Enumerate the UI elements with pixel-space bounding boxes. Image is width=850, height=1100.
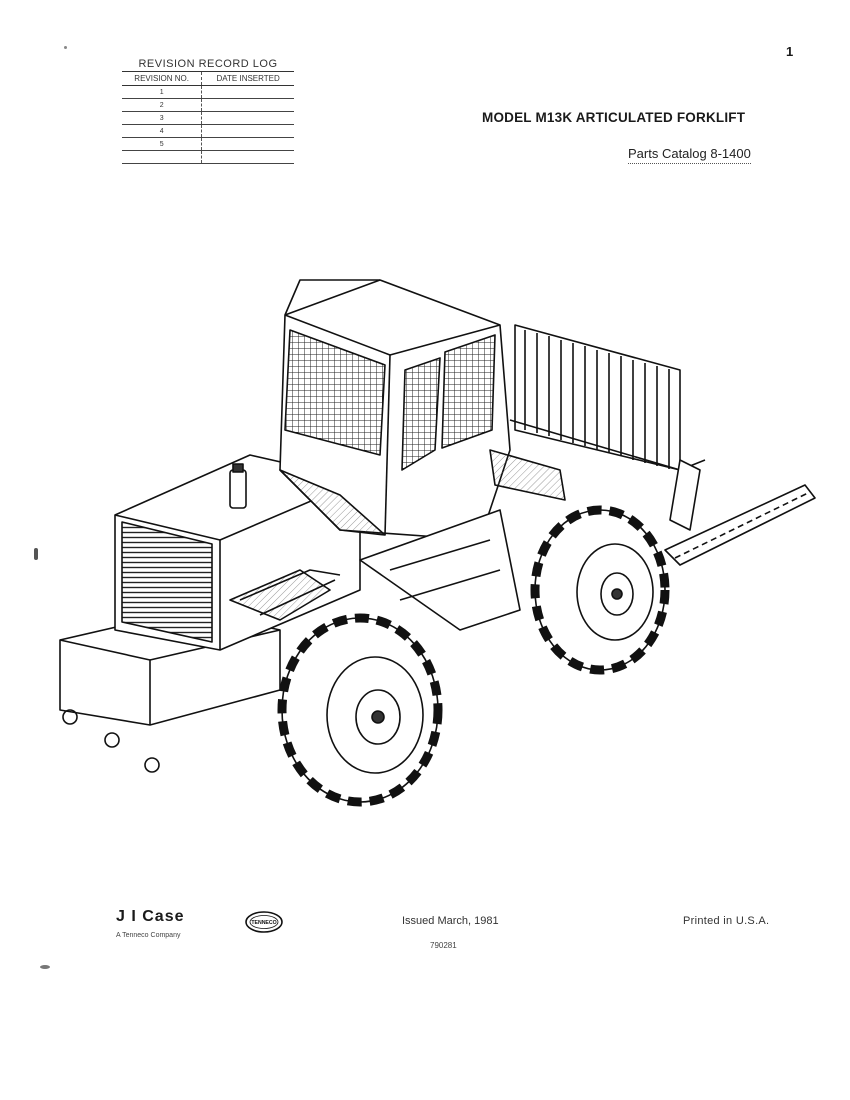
revision-number: 1 <box>122 86 202 99</box>
page-number: 1 <box>786 44 794 59</box>
date-cell <box>202 86 294 99</box>
scan-speck <box>64 46 67 49</box>
revision-column-header: REVISION NO. <box>122 72 202 86</box>
revision-number: 4 <box>122 125 202 138</box>
date-cell <box>202 112 294 125</box>
forklift-illustration <box>40 270 830 810</box>
printed-in: Printed in U.S.A. <box>683 915 770 927</box>
date-cell <box>202 125 294 138</box>
catalog-number: Parts Catalog 8-1400 <box>628 146 751 164</box>
table-row <box>122 138 294 151</box>
scan-speck <box>40 965 50 969</box>
table-row <box>122 99 294 112</box>
company-subtitle: A Tenneco Company <box>116 932 181 939</box>
revision-record-log <box>122 58 294 164</box>
table-row <box>122 86 294 99</box>
revision-table <box>122 72 294 164</box>
table-row <box>122 125 294 138</box>
revision-number: 2 <box>122 99 202 112</box>
scan-speck <box>34 548 38 560</box>
revision-number <box>122 151 202 164</box>
document-number: 790281 <box>430 941 457 950</box>
table-row <box>122 151 294 164</box>
date-cell <box>202 99 294 112</box>
document-title: MODEL M13K ARTICULATED FORKLIFT <box>482 110 746 125</box>
tenneco-logo <box>244 910 284 934</box>
revision-number: 3 <box>122 112 202 125</box>
date-cell <box>202 151 294 164</box>
date-cell <box>202 138 294 151</box>
table-row <box>122 112 294 125</box>
date-column-header: DATE INSERTED <box>202 72 294 86</box>
logo-text: TENNECO <box>251 920 277 926</box>
company-name: J I Case <box>116 908 185 925</box>
revision-number: 5 <box>122 138 202 151</box>
revision-log-title: REVISION RECORD LOG <box>122 58 294 72</box>
issued-date: Issued March, 1981 <box>402 915 499 927</box>
